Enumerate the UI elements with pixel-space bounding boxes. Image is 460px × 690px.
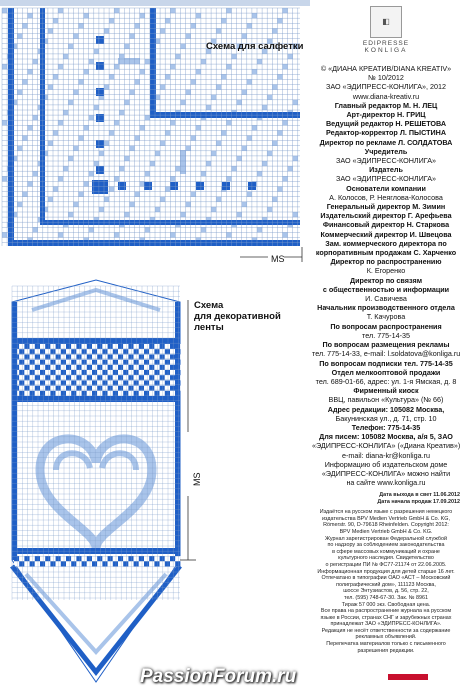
ribbon-checker-cell <box>123 556 128 561</box>
ribbon-checker-cell <box>45 556 50 561</box>
imprint-line: По вопросам подписки тел. 775-14-35 <box>319 358 453 368</box>
ribbon-checker-cell <box>108 561 113 566</box>
fine-print-line: языке в России, странах СНГ и зарубежных странах <box>320 614 452 621</box>
napkin-ms-label: MS <box>271 254 285 264</box>
ribbon-checker-cell <box>160 556 165 561</box>
ribbon-checker-cell <box>66 556 71 561</box>
ribbon-side-right <box>175 302 180 560</box>
imprint-line: Адрес редакции: 105082 Москва, <box>327 404 445 414</box>
ribbon-checker-cell <box>128 556 133 561</box>
fine-print <box>312 492 460 654</box>
imprint-line: ЗАО «ЭДИПРЕСС-КОНЛИГА», 2012 <box>325 82 446 92</box>
imprint-line: Арт-директор Н. ГРИЦ <box>346 110 426 120</box>
imprint-line: Для писем: 105082 Москва, а/я 5, ЗАО <box>319 432 453 442</box>
imprint-line: www.diana-kreativ.ru <box>352 91 420 101</box>
imprint-line: с общественностью и информации <box>322 284 450 294</box>
ribbon-label-line-2: для декоративной <box>194 311 281 322</box>
ribbon-checker-cell <box>50 561 55 566</box>
fine-print-line: рекламных объявлений. <box>355 634 417 641</box>
imprint-line: Коммерческий директор И. Швецова <box>320 229 452 239</box>
ribbon-checker-cell <box>165 561 170 566</box>
ribbon-ms-label: MS <box>192 472 202 486</box>
imprint-line: Бакунинская ул., д. 71, стр. 10 <box>335 413 437 423</box>
imprint-line: тел. 775-14-33, e-mail: l.soldatova@konliga.ru <box>312 349 460 359</box>
ribbon-checker-cell <box>35 561 40 566</box>
imprint-line: К. Егоренко <box>366 266 406 276</box>
ribbon-checker-cell <box>144 556 149 561</box>
ribbon-side-left <box>12 302 17 560</box>
ribbon-checker-cell <box>56 561 61 566</box>
ribbon-checker-cell <box>76 561 81 566</box>
imprint-line: Финансовый директор Н. Старкова <box>322 220 450 230</box>
fine-print-line: шоссе Энтузиастов, д. 56, стр. 22, <box>343 588 429 595</box>
imprint-line: тел. 689-01-66, адрес: ул. 1-я Ямская, д. 8 <box>315 376 457 386</box>
ribbon-checker-cell <box>30 556 35 561</box>
imprint-line: Телефон: 775-14-35 <box>351 422 421 432</box>
ribbon-checker-cell <box>66 561 71 566</box>
logo-icon: ◧ <box>370 6 402 38</box>
imprint-line: ЗАО «ЭДИПРЕСС-КОНЛИГА» <box>335 156 437 166</box>
imprint-line: Директор по связям <box>349 275 423 285</box>
ribbon-checker-cell <box>61 556 66 561</box>
ribbon-checker-cell <box>24 561 29 566</box>
publisher-logo <box>312 6 460 54</box>
fine-print-line: принадлежат ЗАО «ЭДИПРЕСС-КОНЛИГА». <box>330 621 442 628</box>
imprint-column <box>312 0 460 690</box>
ribbon-checker-cell <box>71 556 76 561</box>
imprint-line: А. Колосов, Р. Неяглова-Колосова <box>329 192 443 202</box>
fine-print-line: Издаётся на русском языке с разрешения немецкого <box>319 509 453 516</box>
ribbon-checker-cell <box>56 556 61 561</box>
ribbon-checker-cell <box>113 556 118 561</box>
imprint-line: Учредитель <box>364 146 408 156</box>
ribbon-band <box>12 396 180 402</box>
date-line: Дата начала продаж 17.09.2012 <box>377 498 460 505</box>
imprint-line: Редактор-корректор Л. ПЫСТИНА <box>325 128 447 138</box>
ribbon-checker-cell <box>87 561 92 566</box>
imprint-line: Издатель <box>369 165 403 175</box>
ribbon-checker-cell <box>40 561 45 566</box>
imprint-line: на сайте www.konliga.ru <box>346 478 426 488</box>
ribbon-checker-cell <box>71 561 76 566</box>
fine-print-line: о регистрации ПИ № ФС77-21174 от 22.06.2005. <box>325 561 447 568</box>
napkin-chart-label: Схема для салфетки <box>206 41 304 52</box>
imprint-line: Фирменный киоск <box>353 386 419 396</box>
imprint-line: По вопросам размещения рекламы <box>322 340 450 350</box>
ribbon-chart-label <box>194 300 281 333</box>
ribbon-checker-cell <box>149 556 154 561</box>
ribbon-checker-cell <box>97 556 102 561</box>
ribbon-checker-cell <box>24 556 29 561</box>
imprint-line: Директор по распространению <box>330 257 442 267</box>
imprint-line: Главный редактор М. Н. ЛЕЦ <box>334 100 438 110</box>
ribbon-checker-cell <box>139 556 144 561</box>
ribbon-checker-cell <box>92 561 97 566</box>
ribbon-checker-cell <box>139 561 144 566</box>
imprint-line: № 10/2012 <box>368 73 404 83</box>
ribbon-checker-cell <box>149 561 154 566</box>
imprint-line: корпоративным продажам С. Харченко <box>315 248 457 258</box>
fine-print-line: Отпечатано в типографии ОАО «АСТ – Московский <box>321 575 451 582</box>
ribbon-checker-cell <box>123 561 128 566</box>
fine-print-line: BPV Medien Vertrieb GmbH & Co. KG. <box>339 528 433 535</box>
ribbon-checker-cell <box>144 561 149 566</box>
ribbon-checker-cell <box>102 556 107 561</box>
imprint-line: И. Савичева <box>365 294 407 304</box>
ribbon-checker-cell <box>82 556 87 561</box>
watermark: PassionForum.ru <box>140 666 297 687</box>
imprint-line: Издательский директор Г. Арефьева <box>320 211 452 221</box>
ribbon-checker-cell <box>134 556 139 561</box>
fine-print-line: Все права на распространение журнала на русском <box>320 608 452 615</box>
imprint-line: Директор по рекламе Л. СОЛДАТОВА <box>319 137 453 147</box>
ribbon-checker-cell <box>154 561 159 566</box>
ribbon-checker-cell <box>128 561 133 566</box>
ribbon-checker-cell <box>170 561 175 566</box>
fine-print-line: Редакция не несёт ответственности за содержание <box>321 627 451 634</box>
ribbon-checker-cell <box>30 561 35 566</box>
logo-line-1: EDIPRESSE <box>362 40 410 47</box>
ribbon-checker-cell <box>40 556 45 561</box>
fine-print-line: Журнал зарегистрирован Федеральной службой <box>325 535 447 542</box>
ribbon-checker-cell <box>50 556 55 561</box>
fine-print-line: Römerstr. 90, D-79618 Rheinfelden. Copyright 2012: <box>323 522 449 529</box>
imprint-line: Информацию об издательском доме <box>324 459 448 469</box>
imprint-line: e-mail: diana-kr@konliga.ru <box>342 450 430 460</box>
fine-print-line: полиграфический дом», 111123 Москва, <box>336 581 436 588</box>
fine-print-line: Тираж 57 000 экз. Свободная цена. <box>341 601 431 608</box>
ribbon-checker-cell <box>35 556 40 561</box>
ribbon-checker-cell <box>87 556 92 561</box>
ribbon-checker-cell <box>118 561 123 566</box>
imprint-line: ЗАО «ЭДИПРЕСС-КОНЛИГА» <box>335 174 437 184</box>
fine-print-line: в сфере массовых коммуникаций и охране <box>332 548 440 555</box>
imprint-line: © «ДИАНА КРЕАТИВ/DIANA KREATIV» <box>320 64 452 73</box>
ribbon-checker-cell <box>165 556 170 561</box>
fine-print-line: культурного наследия. Свидетельство <box>338 555 434 562</box>
ribbon-checker-cell <box>97 561 102 566</box>
ribbon-checker-cell <box>76 556 81 561</box>
ribbon-checker-cell <box>160 561 165 566</box>
imprint-line: Зам. коммерческого директора по <box>325 238 447 248</box>
fine-print-line: разрешения редакции. <box>357 647 415 654</box>
fine-print-line: по надзору за соблюдением законодательства <box>327 542 445 549</box>
ribbon-band <box>12 548 180 554</box>
ribbon-checker-cell <box>82 561 87 566</box>
imprint-line: «ЭДИПРЕСС-КОНЛИГА» («Диана Креатив») <box>312 441 460 451</box>
ribbon-checker-cell <box>45 561 50 566</box>
ribbon-checker-cell <box>170 556 175 561</box>
imprint-line: Отдел мелкооптовой продажи <box>331 367 441 377</box>
imprint-lines <box>312 64 460 487</box>
ribbon-label-line-3: ленты <box>194 322 224 333</box>
imprint-line: По вопросам распространения <box>330 321 442 331</box>
imprint-line: Т. Качурова <box>366 312 406 322</box>
imprint-line: Ведущий редактор Н. РЕШЕТОВА <box>325 119 447 129</box>
date-line: Дата выхода в свет 11.06.2012 <box>379 492 460 498</box>
ribbon-checker-cell <box>19 556 24 561</box>
imprint-line: Начальник производственного отдела <box>317 303 455 313</box>
imprint-line: тел. 775-14-35 <box>362 330 410 340</box>
ribbon-checker-cell <box>92 556 97 561</box>
fine-print-line: издательства BPV Medien Vertrieb GmbH & Co. KG, <box>322 515 450 522</box>
ribbon-checker-cell <box>154 556 159 561</box>
ribbon-checker-cell <box>134 561 139 566</box>
ribbon-label-line-1: Схема <box>194 300 224 311</box>
ribbon-checker-cell <box>61 561 66 566</box>
ribbon-checker-cell <box>19 561 24 566</box>
ribbon-checker-cell <box>118 556 123 561</box>
fine-print-line: Информационная продукция для детей старше 16 лет. <box>317 568 455 575</box>
fine-print-line: тел. (595) 748-67-30. Зак. № 8961 <box>344 594 428 601</box>
logo-line-2: KONLIGA <box>364 47 408 54</box>
imprint-line: Генеральный директор М. Зимин <box>326 202 446 212</box>
imprint-line: Основатели компании <box>346 183 426 193</box>
ribbon-checker-cell <box>14 556 19 561</box>
fine-print-line: Перепечатка материалов только с письменного <box>326 641 446 648</box>
imprint-line: ВВЦ, павильон «Культура» (№ 66) <box>328 395 444 405</box>
ribbon-checker-cell <box>108 556 113 561</box>
imprint-line: «ЭДИПРЕСС-КОНЛИГА» можно найти <box>321 468 451 478</box>
ribbon-checker-cell <box>113 561 118 566</box>
ribbon-checker-cell <box>102 561 107 566</box>
ribbon-checker-cell <box>175 556 180 561</box>
